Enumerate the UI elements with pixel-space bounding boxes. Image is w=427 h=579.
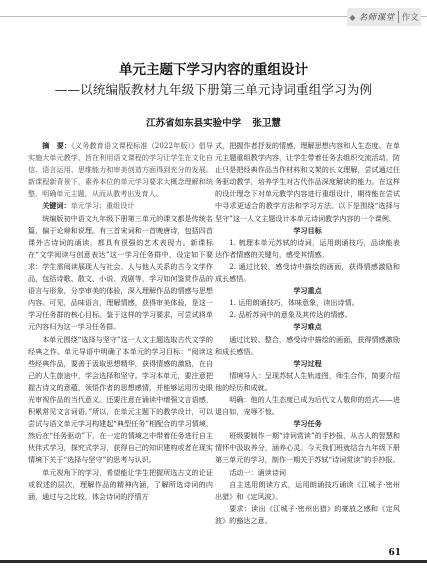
section-heading: 学习目标 xyxy=(293,225,322,235)
body-paragraph: 本单元围绕“选择与坚守”这一人文主题选取古代文学的经典之作。单元导语中明确了本单元的学习目标：“阅读这些经典作品，要善于汲取思想精华，获得情感的激励，在自己的人生旅途中，学会选择和坚守。学习本单元，要注意把握古诗文的意蕴，领悟作者的思想感情，并能够运用历史眼光审视作品的当代意义。还要注意在诵读中增强文言语感，积累常见文言词语。”所以，在单元主题下的教学设计，可以尝试与语文单元学习构建起“典型任务”相配合的学习情境，然后在“任务驱动”下，在一定的情境之中带着任务进行自主伙伴式学习，探究式学习，获得自己的知识建构或者在现实情境下关于“选择与坚守”的思考与认识。 xyxy=(28,334,213,465)
footer-bar xyxy=(0,560,427,563)
keywords-label: 关键词： xyxy=(42,201,71,211)
page-number: 61 xyxy=(388,548,401,558)
section-heading: 学习任务 xyxy=(293,419,322,429)
left-column xyxy=(28,140,213,503)
abstract xyxy=(28,140,213,200)
body-paragraph: 自主选用朗读方式，运用朗诵技巧诵读《江城子·密州出猎》和《定风波》。 xyxy=(215,479,400,501)
list-item: 1. 梳理本单元苏轼的诗词，运用朗诵技巧，品读能表达作者情感的关键句，感受其情感。 xyxy=(215,237,400,259)
column-title: 名师课堂 xyxy=(358,13,395,23)
body-paragraph: 要求：读出《江城子·密州出猎》的豪放之感和《定风波》的豁达之意。 xyxy=(215,503,400,525)
author-school: 江苏省如东县实验中学 xyxy=(146,118,242,129)
column-subtitle: 作文 xyxy=(398,11,419,23)
body-paragraph: 式，把握作者抒发的情感，理解思想内容和人生态度。在单元主题重组教学内容，让学生带着任务去组织交流活动，防止只是把经典作品当作材料和文架的长文理解，尝试通过任务驱动教学，培养学生对古代作品深度解读的能力。在这样的设计理念下对单元教学内容进行重组设计，期待能在尝试中寻求更适合的教学方法和学习方法。以下是围绕“选择与坚守”这一人文主题设计本单元诗词教学内容的一个课例。 xyxy=(215,141,400,223)
section-heading: 学习过程 xyxy=(293,358,322,368)
section-heading: 学习重点 xyxy=(293,286,322,296)
body-paragraph: 明确：他的人生态度已成为后代文人敬仰的范式——进退自如，宠辱不惊。 xyxy=(215,394,400,417)
body-paragraph: 统编版初中语文九年级下册第三单元的课文都是传统名篇，偏于论辩和说理。有三首宋词和一首晚唐诗，包括四首课外古诗词的诵读，都具有很强的艺术表现力。新课标在“文学阅读与创意表达”这一学习任务群中，设定如下要求：学生需阅读展现人与社会、人与他人关系的古今文学作品，包括诗歌、散文、小说、戏剧等，学习如何鉴赏作品的语言与形象，分享审美的体验，深入理解作品的情感与思想内容。可见，品味语言，理解情感，获得审美体验，是这一学习任务群的核心目标。鉴于这样的学习要求，可尝试将单元内容归为这一学习任务群。 xyxy=(28,213,213,332)
list-item: 1. 运用朗诵技巧，体味意象，读出诗情。 xyxy=(229,298,359,308)
article-subtitle: ——以统编版教材九年级下册第三单元诗词重组学习为例 xyxy=(54,82,373,97)
activity-heading: 活动一：诵读诗词 xyxy=(229,467,286,477)
body-paragraph: 单元视角下的学习，希望能让学生把握所选古文的论证或叙述的层次，理解作品的精神内涵，了解所选诗词的内涵，通过与之比较，体会诗词的抒情方 xyxy=(28,467,213,501)
body-paragraph: 通过比较、整合，感受诗中描绘的画面，获得情感激励和成长感悟。 xyxy=(215,334,400,356)
abstract-label: 摘 要： xyxy=(42,141,72,150)
body-paragraph: 班级要制作一期“诗词赏读”的手抄报，从古人的智慧和情怀中汲取养分，涵养心灵。今天我们班就结合九年级下册第三单元的学习，制作一期关于苏轼“诗词赏读”的手抄报。 xyxy=(215,431,400,465)
section-heading: 学习难点 xyxy=(293,322,322,332)
keywords-text: 单元学习；重组设计 xyxy=(70,201,135,211)
list-item: 2. 通过比较，感受诗中描绘的画面，获得情感激励和成长感悟。 xyxy=(215,261,400,284)
author-name: 张卫慧 xyxy=(252,118,281,129)
right-column xyxy=(215,140,400,527)
list-item: 2. 品析苏词中的意象及其传达的情感。 xyxy=(229,310,352,320)
header-ornament-icon: ◆ xyxy=(349,12,356,22)
article-title: 单元主题下学习内容的重组设计 xyxy=(119,62,308,78)
column-header-tab xyxy=(347,8,421,26)
byline xyxy=(0,115,427,129)
body-paragraph: 情境导入：呈现苏轼人生轨迹图，师生合作，简要介绍他的经历和成就。 xyxy=(215,370,400,392)
abstract-text: 《义务教育语文课程标准（2022年版）》倡导实施大单元教学，旨在利用语文课程的学习让学生在文化自信、语言运用、思维能力和审美创造方面得到充分的发展。新课程新背景下，素养本位的单元学习要求大概念理解和统整，明确单元主题，从而从教考出发育人。 xyxy=(28,141,214,199)
keywords xyxy=(28,200,213,212)
